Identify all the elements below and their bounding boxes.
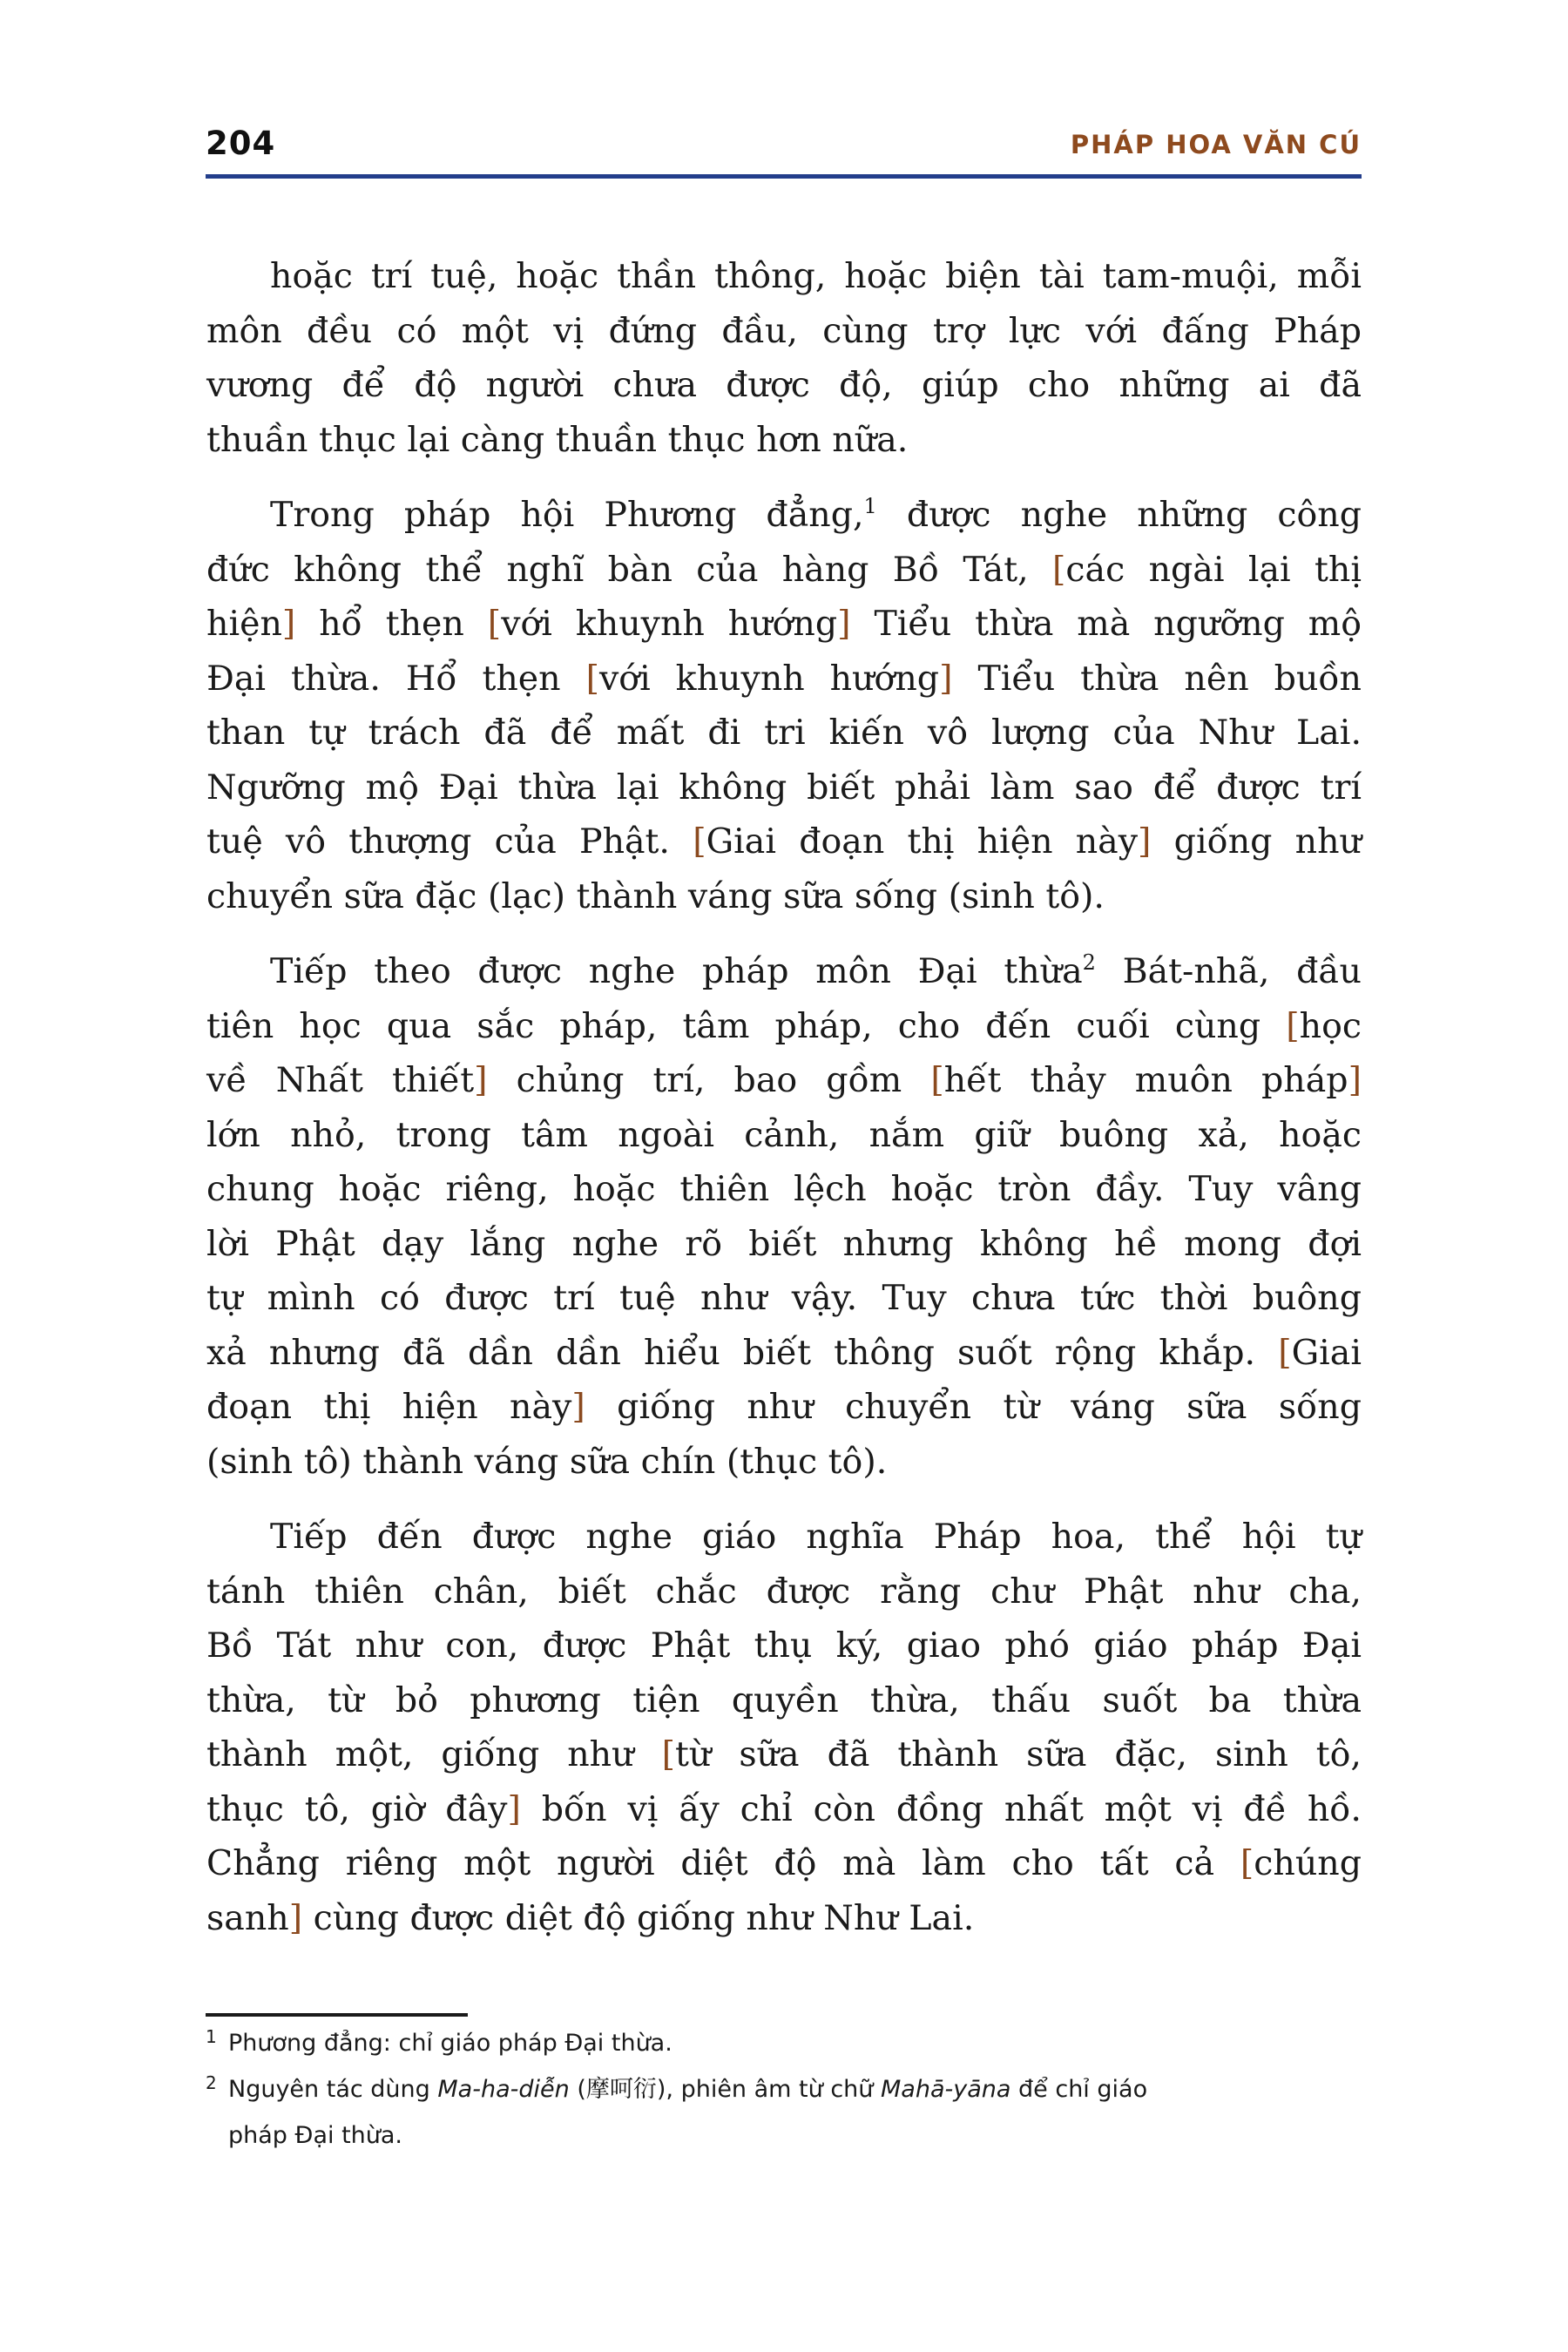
text-line xyxy=(206,1782,1362,1836)
text-run: sanh xyxy=(206,1898,289,1938)
text-line xyxy=(206,1108,1362,1162)
text-line xyxy=(206,1326,1362,1380)
open-bracket: [ xyxy=(1240,1843,1254,1883)
text-line xyxy=(206,1380,1362,1434)
text-run: lời Phật dạy lắng nghe rõ biết nhưng không hề mong đợi xyxy=(206,1224,1362,1264)
text-line xyxy=(206,1673,1362,1727)
text-line xyxy=(270,488,1362,542)
text-run: được nghe những công xyxy=(876,495,1362,535)
text-run: hoặc trí tuệ, hoặc thần thông, hoặc biện tài tam-muội, mỗi xyxy=(270,256,1362,296)
close-bracket: ] xyxy=(837,604,851,644)
close-bracket: ] xyxy=(474,1060,488,1100)
text-run: Bồ Tát như con, được Phật thụ ký, giao phó giáo pháp Đại xyxy=(206,1625,1362,1666)
footnote-text: Nguyên tác dùng xyxy=(228,2076,438,2103)
text-run: giống như chuyển từ váng sữa sống xyxy=(585,1387,1362,1427)
text-line xyxy=(206,304,1362,358)
text-run: Giai xyxy=(1291,1333,1362,1373)
close-bracket: ] xyxy=(571,1387,585,1427)
close-bracket: ] xyxy=(288,1898,303,1938)
open-bracket: [ xyxy=(693,821,706,862)
footnote-reference: 1 xyxy=(863,494,877,518)
text-line xyxy=(206,1619,1362,1673)
header-rule xyxy=(206,174,1362,179)
text-line xyxy=(206,597,1362,651)
text-run: chủng trí, bao gồm xyxy=(487,1060,931,1100)
text-run: thuần thục lại càng thuần thục hơn nữa. xyxy=(206,420,909,460)
text-run: cùng được diệt độ giống như Như Lai. xyxy=(302,1898,975,1938)
text-run: thục tô, giờ đây xyxy=(206,1789,508,1829)
text-line xyxy=(206,543,1362,597)
footnote-rule xyxy=(206,2013,468,2017)
text-run: với khuynh hướng xyxy=(501,604,838,644)
text-run: các ngài lại thị xyxy=(1065,550,1362,590)
text-run: Chẳng riêng một người diệt độ mà làm cho tất cả xyxy=(206,1843,1240,1883)
text-line xyxy=(270,1510,1362,1564)
text-run: đức không thể nghĩ bàn của hàng Bồ Tát, xyxy=(206,550,1052,590)
text-run: Tiểu thừa mà ngưỡng mộ xyxy=(850,604,1362,644)
text-run: tiên học qua sắc pháp, tâm pháp, cho đến cuối cùng xyxy=(206,1006,1287,1046)
text-run: Bát-nhã, đầu xyxy=(1095,951,1362,991)
text-line xyxy=(206,869,1362,923)
text-run: Ngưỡng mộ Đại thừa lại không biết phải làm sao để được trí xyxy=(206,767,1362,808)
text-line xyxy=(206,1053,1362,1107)
text-run: Giai đoạn thị hiện này xyxy=(706,821,1139,862)
text-run: hết thảy muôn pháp xyxy=(943,1060,1348,1100)
text-run: chung hoặc riêng, hoặc thiên lệch hoặc tròn đầy. Tuy vâng xyxy=(206,1169,1362,1209)
text-run: tánh thiên chân, biết chắc được rằng chư Phật như cha, xyxy=(206,1571,1362,1612)
footnote-text: (摩呵衍), phiên âm từ chữ xyxy=(569,2076,881,2103)
text-run: Tiếp theo được nghe pháp môn Đại thừa xyxy=(270,951,1083,991)
text-run: Tiểu thừa nên buồn xyxy=(952,659,1362,699)
close-bracket: ] xyxy=(1348,1060,1362,1100)
open-bracket: [ xyxy=(487,604,502,644)
text-run: chuyển sữa đặc (lạc) thành váng sữa sống (sinh tô). xyxy=(206,876,1105,916)
text-run: tự mình có được trí tuệ như vậy. Tuy chưa tức thời buông xyxy=(206,1278,1362,1318)
open-bracket: [ xyxy=(930,1060,944,1100)
text-line xyxy=(206,652,1362,706)
open-bracket: [ xyxy=(1052,550,1066,590)
text-line xyxy=(206,1435,1362,1489)
text-run: Tiếp đến được nghe giáo nghĩa Pháp hoa, thể hội tự xyxy=(270,1517,1362,1557)
text-run: tuệ vô thượng của Phật. xyxy=(206,821,693,862)
text-line xyxy=(206,1162,1362,1216)
open-bracket: [ xyxy=(585,659,599,699)
text-run: hiện xyxy=(206,604,282,644)
open-bracket: [ xyxy=(1286,1006,1300,1046)
text-line xyxy=(206,814,1362,868)
text-line xyxy=(206,1565,1362,1619)
text-run: thừa, từ bỏ phương tiện quyền thừa, thấu suốt ba thừa xyxy=(206,1680,1362,1720)
text-line xyxy=(206,1271,1362,1325)
text-run: (sinh tô) thành váng sữa chín (thục tô). xyxy=(206,1442,888,1482)
page-number: 204 xyxy=(206,125,276,162)
text-line xyxy=(206,1217,1362,1271)
open-bracket: [ xyxy=(661,1734,675,1774)
text-line xyxy=(206,413,1362,467)
footnote-reference: 2 xyxy=(1082,950,1096,975)
text-run: về Nhất thiết xyxy=(206,1060,475,1100)
text-line xyxy=(270,249,1362,303)
text-line xyxy=(206,760,1362,814)
text-line xyxy=(270,944,1362,998)
footnote-1: 1 Phương đẳng: chỉ giáo pháp Đại thừa. xyxy=(206,2026,672,2057)
text-run: xả nhưng đã dần dần hiểu biết thông suốt rộng khắp. xyxy=(206,1333,1279,1373)
text-line xyxy=(206,1836,1362,1890)
text-line xyxy=(206,1727,1362,1781)
footnote-2-continuation: pháp Đại thừa. xyxy=(228,2122,403,2149)
text-run: với khuynh hướng xyxy=(598,659,940,699)
text-line xyxy=(206,999,1362,1053)
running-title: PHÁP HOA VĂN CÚ xyxy=(1070,130,1362,159)
text-run: học xyxy=(1299,1006,1362,1046)
text-run: đoạn thị hiện này xyxy=(206,1387,572,1427)
text-run: thành một, giống như xyxy=(206,1734,662,1774)
text-run: vương để độ người chưa được độ, giúp cho những ai đã xyxy=(206,365,1362,405)
text-run: từ sữa đã thành sữa đặc, sinh tô, xyxy=(675,1734,1362,1774)
text-line xyxy=(206,358,1362,412)
footnote-2: 2 Nguyên tác dùng Ma-ha-diễn (摩呵衍), phiên âm từ chữ Mahā-yāna để chỉ giáo xyxy=(206,2072,1148,2103)
text-run: giống như xyxy=(1151,821,1362,862)
footnote-italic-term: Ma-ha-diễn xyxy=(437,2076,570,2103)
text-run: Trong pháp hội Phương đẳng, xyxy=(270,495,864,535)
close-bracket: ] xyxy=(939,659,953,699)
text-run: Đại thừa. Hổ thẹn xyxy=(206,659,586,699)
footnote-text: Phương đẳng: chỉ giáo pháp Đại thừa. xyxy=(228,2030,672,2057)
text-line xyxy=(206,706,1362,760)
footnote-text: để chỉ giáo xyxy=(1010,2076,1148,2103)
text-run: chúng xyxy=(1254,1843,1362,1883)
close-bracket: ] xyxy=(281,604,296,644)
text-run: môn đều có một vị đứng đầu, cùng trợ lực với đấng Pháp xyxy=(206,311,1362,351)
text-run: bốn vị ấy chỉ còn đồng nhất một vị đề hồ. xyxy=(520,1789,1362,1829)
text-run: than tự trách đã để mất đi tri kiến vô lượng của Như Lai. xyxy=(206,713,1362,753)
open-bracket: [ xyxy=(1278,1333,1292,1373)
close-bracket: ] xyxy=(507,1789,521,1829)
footnote-italic-term: Mahā-yāna xyxy=(881,2076,1011,2103)
text-line xyxy=(206,1891,1362,1945)
close-bracket: ] xyxy=(1138,821,1152,862)
text-run: lớn nhỏ, trong tâm ngoài cảnh, nắm giữ buông xả, hoặc xyxy=(206,1115,1362,1155)
text-run: hổ thẹn xyxy=(295,604,488,644)
